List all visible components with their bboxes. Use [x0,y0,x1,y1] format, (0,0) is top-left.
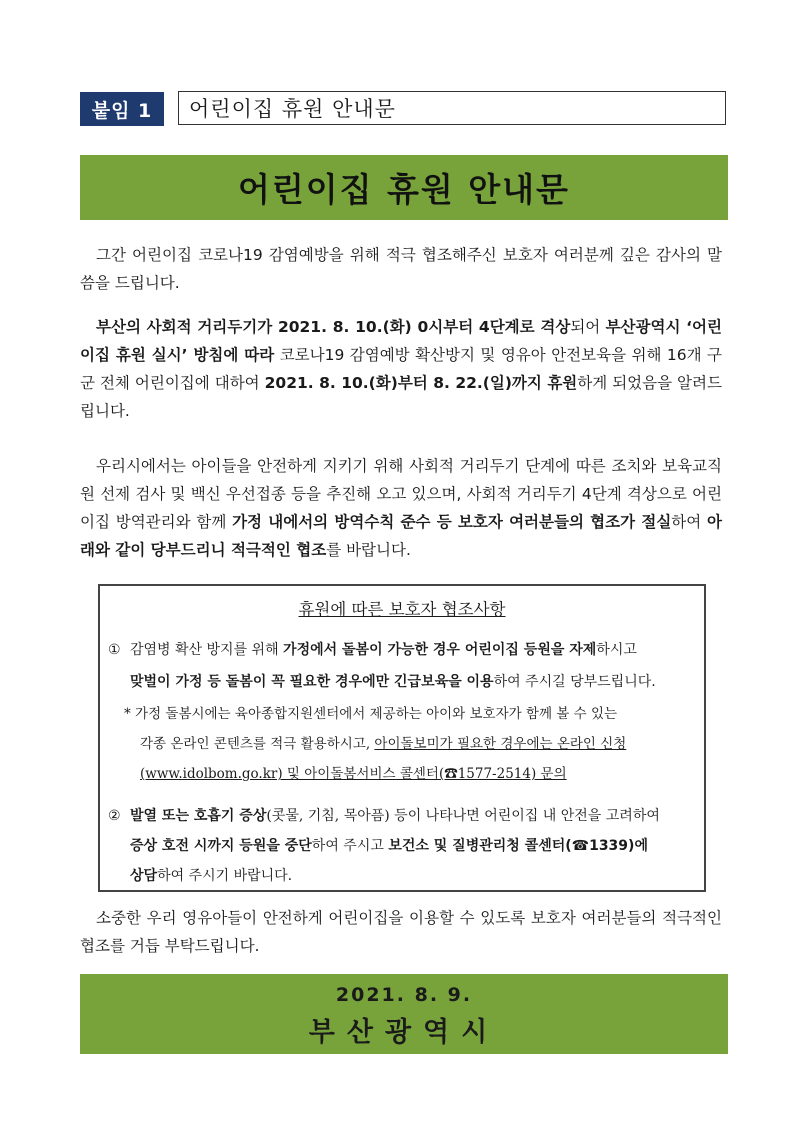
notice-title-text: 휴원에 따른 보호자 협조사항 [298,600,506,619]
item-1-bold-b: 가정에서 돌봄이 가능한 경우 어린이집 등원을 자제 [283,642,597,658]
attachment-tag: 붙임 1 [80,92,164,126]
item-1-number: ① [108,642,121,658]
p2-bold-a: 부산의 사회적 거리두기가 2021. 8. 10.(화) 0시부터 4단계로 격상 [96,318,571,336]
sub-note-underline-c: 아이돌보미가 필요한 경우에는 온라인 신청 [374,736,627,752]
item-2-number: ② [108,808,121,824]
footer-organization: 부산광역시 [308,1017,500,1048]
item-2-bold-c: 증상 호전 시까지 등원을 중단 [130,838,312,854]
paragraph-greeting [80,241,722,297]
item-2-bold-f: 상담 [130,868,158,884]
notice-item-1-line2 [130,668,720,696]
guardian-cooperation-box [98,584,706,892]
sub-note-text-a: * 가정 돌봄시에는 육아종합지원센터에서 제공하는 아이와 보호자가 함께 볼 수 있는 [124,706,618,722]
item-2-bold-a: 발열 또는 호흡기 증상 [130,808,267,824]
p2-text-d: 코로나19 감염예방 확산방지 및 영유아 안전보육을 위해 16개 구군 전체 어린이집에 대하여 [80,346,722,392]
sub-note-underline-d: (www.idolbom.go.kr) 및 아이돌봄서비스 콜센터(☎1577-2514) 문의 [140,766,567,782]
sub-note-text-b: 각종 온라인 콘텐츠를 적극 활용하시고, [140,736,375,752]
notice-item-2-line2 [130,832,720,860]
paragraph-greeting-text: 그간 어린이집 코로나19 감염예방을 위해 적극 협조해주신 보호자 여러분께 깊은 감사의 말씀을 드립니다. [80,246,722,292]
attachment-title: 어린이집 휴원 안내문 [178,91,726,125]
p3-bold-b: 가정 내에서의 방역수칙 준수 등 보호자 여러분들의 협조가 절실 [232,513,672,531]
paragraph-closing [80,904,722,960]
p2-bold-c: 부산광역시 ‘어린이집 휴원 실시’ 방침에 따라 [80,318,723,364]
item-2-text-g: 하여 주시기 바랍니다. [157,868,293,884]
p3-text-e: 를 바랍니다. [326,541,411,559]
p2-text-f: 하게 되었음을 알려드립니다. [80,374,722,420]
paragraph-closure-notice [80,313,722,425]
p3-text-c: 하여 [671,513,708,531]
notice-sub-note-line1 [124,700,694,728]
item-1-text-a: 감염병 확산 방지를 위해 [130,642,284,658]
item-2-text-d: 하여 주시고 [311,838,389,854]
footer-banner [80,974,728,1054]
p3-bold-d: 아래와 같이 당부드리니 적극적인 협조 [80,513,722,559]
notice-item-2-line3 [130,862,720,890]
p2-bold-e: 2021. 8. 10.(화)부터 8. 22.(일)까지 휴원 [264,374,578,392]
footer-date: 2021. 8. 9. [335,984,473,1006]
item-1-bold-d: 맞벌이 가정 등 돌봄이 꼭 필요한 경우에만 긴급보육을 이용 [130,674,494,690]
p2-text-b: 되어 [570,318,606,336]
notice-sub-note-line3 [140,760,710,788]
item-1-text-e: 하여 주시길 당부드립니다. [493,674,656,690]
notice-sub-note-line2 [140,730,710,758]
notice-item-2 [108,802,698,830]
paragraph-closing-text: 소중한 우리 영유아들이 안전하게 어린이집을 이용할 수 있도록 보호자 여러분들의 적극적인 협조를 거듭 부탁드립니다. [80,909,722,955]
item-2-text-b: (콧물, 기침, 목아픔) 등이 나타나면 어린이집 내 안전을 고려하여 [266,808,660,824]
notice-title [100,596,704,620]
notice-item-1 [108,636,698,664]
item-1-text-c: 하시고 [596,642,637,658]
item-2-bold-e: 보건소 및 질병관리청 콜센터(☎1339)에 [388,838,648,854]
p3-text-a: 우리시에서는 아이들을 안전하게 지키기 위해 사회적 거리두기 단계에 따른 조치와 보육교직원 선제 검사 및 백신 우선접종 등을 추진해 오고 있으며, 사회적 거리두기 4단계 격상으로 어린이집 방역관리와 함께 [80,457,722,531]
paragraph-request [80,452,722,564]
page-title-banner: 어린이집 휴원 안내문 [80,155,728,220]
